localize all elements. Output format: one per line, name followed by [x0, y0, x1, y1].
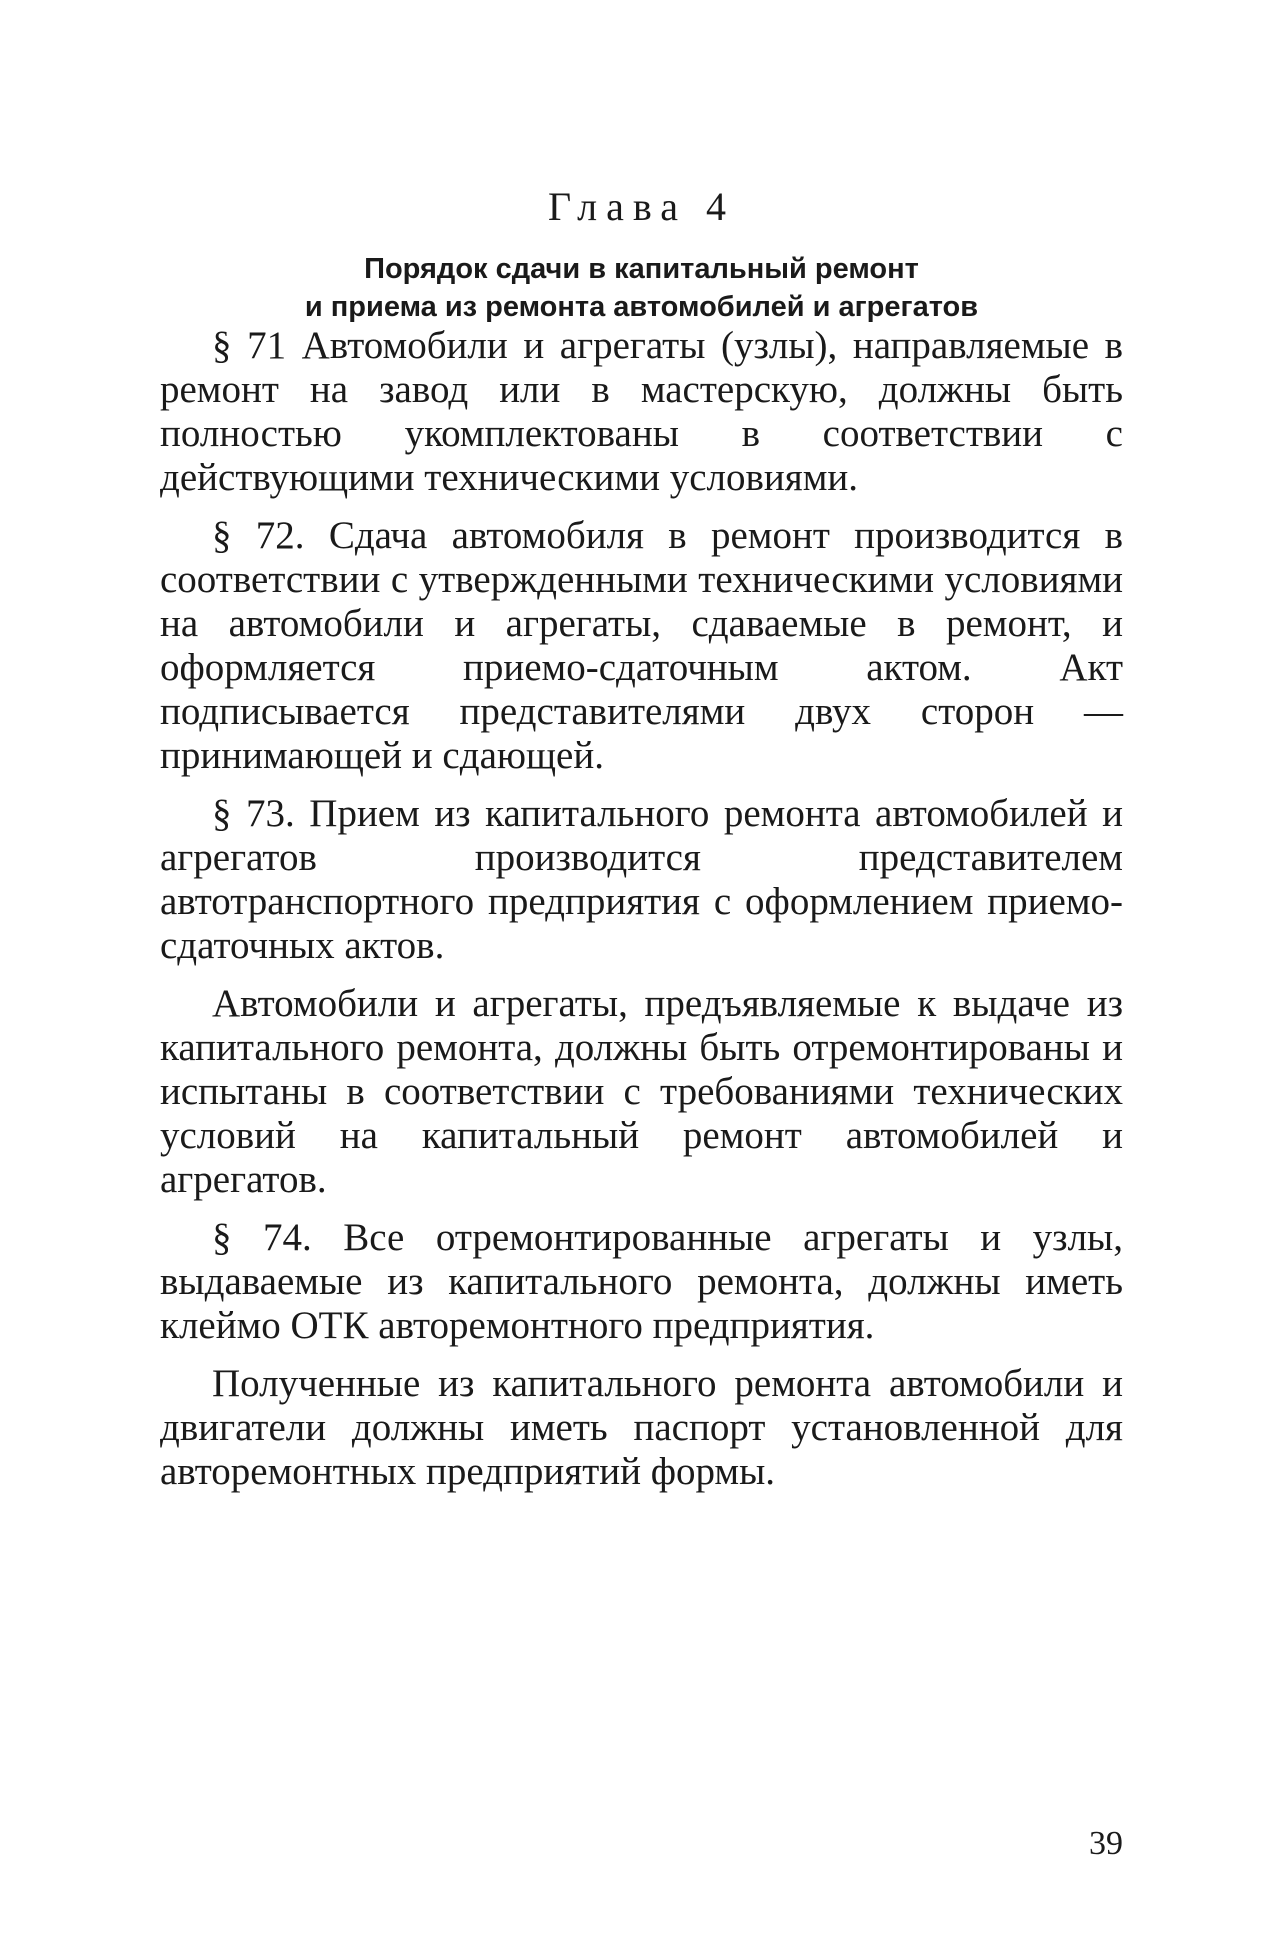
section-heading-line-1: Порядок сдачи в капитальный ремонт [364, 253, 919, 285]
page-number: 39 [1089, 1825, 1123, 1862]
body-text [160, 324, 1123, 1506]
section-heading [160, 250, 1123, 326]
book-page [160, 0, 1123, 1949]
paragraph-73: § 73. Прием из капитального ремонта автомобилей и агрегатов производится представителем автотранспортного предприятия с оформлением приемо-сдаточных актов. [160, 792, 1123, 967]
section-heading-line-2: и приема из ремонта автомобилей и агрегатов [304, 291, 979, 323]
chapter-title: Глава 4 [548, 184, 735, 229]
paragraph-74: § 74. Все отремонтированные агрегаты и узлы, выдаваемые из капитального ремонта, должны иметь клеймо ОТК авторемонтного предприятия. [160, 1216, 1123, 1347]
paragraph-72: § 72. Сдача автомобиля в ремонт производится в соответствии с утвержденными техническими условиями на автомобили и агрегаты, сдаваемые в ремонт, и оформляется приемо-сдаточным актом. Акт подписывается представителями двух сторон — принимающей и сдающей. [160, 514, 1123, 777]
paragraph-71: § 71 Автомобили и агрегаты (узлы), направляемые в ремонт на завод или в мастерскую, должны быть полностью укомплектованы в соответствии с действующими техническими условиями. [160, 324, 1123, 499]
paragraph-74-continued: Полученные из капитального ремонта автомобили и двигатели должны иметь паспорт установленной для авторемонтных предприятий формы. [160, 1362, 1123, 1493]
paragraph-73-continued: Автомобили и агрегаты, предъявляемые к выдаче из капитального ремонта, должны быть отремонтированы и испытаны в соответствии с требованиями технических условий на капитальный ремонт автомобилей и агрегатов. [160, 982, 1123, 1201]
